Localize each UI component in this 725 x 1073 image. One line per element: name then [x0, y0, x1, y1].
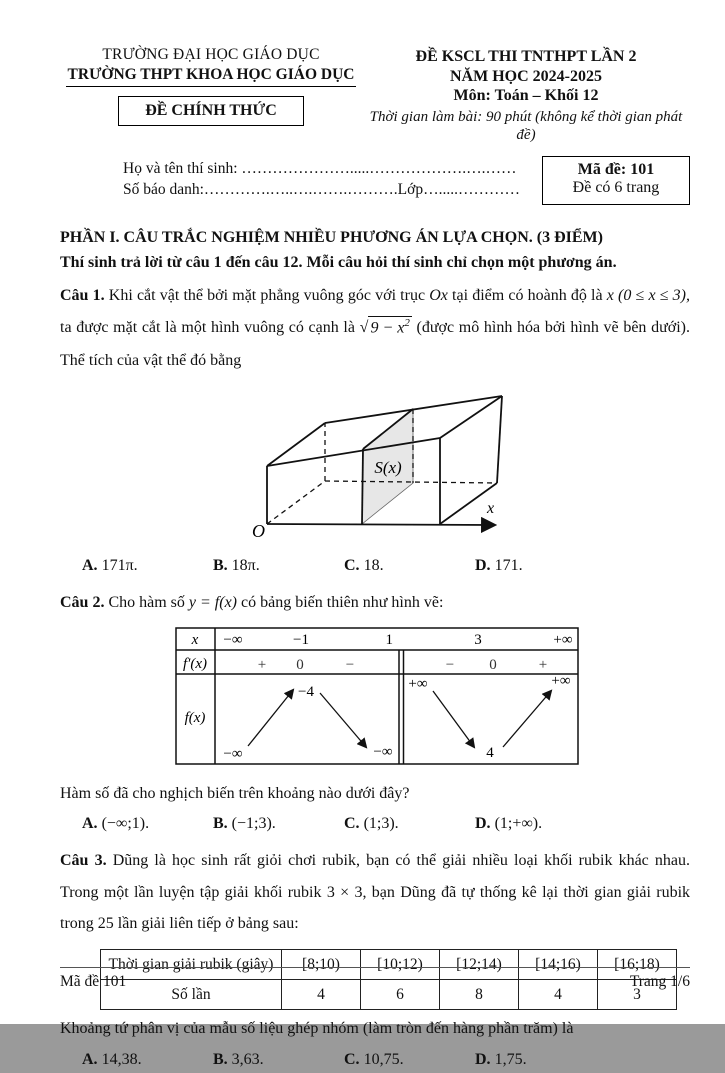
footer-exam-code: Mã đề 101 [60, 973, 127, 990]
bbt-value: +∞ [408, 676, 428, 693]
question-3-answers [82, 1046, 690, 1073]
table-header-cell: Số lần [101, 980, 282, 1010]
bbt-fprime-label: f′(x) [182, 656, 208, 673]
question-3-prompt: Khoảng tứ phân vị của mẫu số liệu ghép nhóm (làm tròn đến hàng phần trăm) là [60, 1020, 574, 1038]
bbt-sign: + [257, 657, 267, 674]
answer-option: C. (1;3). [344, 815, 399, 833]
question-2-label: Câu 2. [60, 594, 105, 612]
bbt-sign: + [538, 657, 548, 674]
count-cell: 8 [440, 980, 519, 1010]
answer-option: A. 171π. [82, 557, 138, 575]
page-footer [60, 967, 690, 991]
answer-option: A. (−∞;1). [82, 815, 150, 833]
student-id-line: Số báo danh:………….…..….…….……….Lớp….....………… [123, 181, 520, 199]
origin-label: O [252, 521, 265, 542]
question-2-prompt: Hàm số đã cho nghịch biến trên khoảng nào dưới đây? [60, 785, 410, 803]
answer-option: B. 3,63. [213, 1050, 264, 1068]
count-cell: 4 [282, 980, 361, 1010]
interval-cell: [14;16) [519, 950, 598, 980]
bbt-value: −∞ [223, 746, 243, 763]
school-block [60, 46, 362, 144]
part1-note: Thí sinh trả lời từ câu 1 đến câu 12. Mỗi câu hỏi thí sinh chỉ chọn một phương án. [60, 254, 617, 272]
question-3-text: Câu 3. Dũng là học sinh rất giỏi chơi rubik, bạn có thể giải nhiều loại khối rubik khác nhau. Trong một lần luyện tập giải khối rubik 3 × 3, bạn Dũng đã tự thống kê lại thời gian giải rubik trong 25 lần giải liên tiếp ở bảng sau: [60, 852, 691, 932]
school-name-university: TRƯỜNG ĐẠI HỌC GIÁO DỤC [102, 46, 320, 63]
x-axis [267, 524, 494, 525]
x-axis-label: x [487, 500, 495, 518]
answer-option: D. (1;+∞). [475, 815, 543, 833]
interval-cell: [12;14) [440, 950, 519, 980]
question-2-text: Câu 2. Cho hàm số y = f(x) có bảng biến thiên như hình vẽ: [60, 594, 444, 612]
math-Ox: Ox [429, 287, 448, 305]
question-1-label: Câu 1. [60, 287, 105, 305]
section-area-label: S(x) [374, 458, 402, 478]
question-1-text: Câu 1. Khi cắt vật thể bởi mặt phẳng vuông góc với trục Ox tại điểm có hoành độ là x (0 ≤ x ≤ 3), ta được mặt cắt là một hình vuông có cạnh là √ $9 - x^2$ (được mô hình hóa bởi hình vẽ bên dưới). Thể tích của vật thể đó bằng [60, 287, 691, 369]
answer-option: C. 18. [344, 557, 384, 575]
interval-cell: [10;12) [361, 950, 440, 980]
duration-line: Thời gian làm bài: 90 phút (không kể thời gian phát đề) [369, 108, 683, 143]
bbt-value: +∞ [551, 673, 571, 690]
school-name-highschool: TRƯỜNG THPT KHOA HỌC GIÁO DỤC [60, 66, 362, 87]
bbt-tick: +∞ [553, 632, 573, 649]
official-exam-box: ĐỀ CHÍNH THỨC [118, 96, 304, 126]
bbt-value: −∞ [373, 744, 393, 761]
student-name-line: Họ và tên thí sinh: ………………….....……………….….…… [123, 160, 517, 178]
answer-option: C. 10,75. [344, 1050, 404, 1068]
exam-pages: Đề có 6 trang [572, 179, 660, 197]
solid-figure [240, 391, 690, 548]
math-domain: (0 ≤ x ≤ 3), [613, 287, 691, 305]
exam-title: ĐỀ KSCL THI TNTHPT LẦN 2 [415, 48, 637, 65]
answer-option: D. 1,75. [475, 1050, 527, 1068]
variation-table-figure [175, 627, 690, 770]
math-x: x [606, 287, 614, 305]
student-fields [123, 159, 542, 201]
answer-option: A. 14,38. [82, 1050, 142, 1068]
bbt-f-label: f(x) [184, 710, 206, 727]
student-info-row [60, 159, 690, 205]
count-cell: 4 [519, 980, 598, 1010]
bbt-value: −4 [298, 684, 314, 701]
footer-page-number: Trang 1/6 [629, 973, 690, 990]
bbt-value: 4 [486, 745, 494, 762]
interval-cell: [16;18) [598, 950, 677, 980]
count-cell: 6 [361, 980, 440, 1010]
bbt-tick: −1 [293, 632, 309, 649]
bbt-tick: 3 [474, 632, 482, 649]
answer-option: D. 171. [475, 557, 523, 575]
math-sqrt-expression: √ $9 - x^2$ [359, 317, 410, 337]
math-3x3: 3 × 3 [326, 883, 363, 901]
exam-info-block [362, 46, 690, 144]
bbt-x-label: x [191, 632, 199, 649]
school-year: NĂM HỌC 2024-2025 [450, 67, 602, 85]
bbt-sign: − [445, 657, 455, 674]
question-2-answers [82, 810, 690, 837]
bbt-tick: 1 [385, 632, 393, 649]
interval-cell: [8;10) [282, 950, 361, 980]
question-3-label: Câu 3. [60, 852, 107, 870]
count-cell: 3 [598, 980, 677, 1010]
exam-code-box [542, 156, 690, 205]
table-header-cell: Thời gian giải rubik (giây) [101, 950, 282, 980]
question-1-answers [82, 552, 690, 579]
bbt-sign: 0 [489, 657, 497, 674]
exam-code: Mã đề: 101 [577, 161, 655, 179]
answer-option: B. 18π. [213, 557, 260, 575]
page-header [60, 46, 690, 144]
bbt-sign: 0 [296, 657, 304, 674]
math-y-fx: y = f(x) [188, 594, 238, 612]
bbt-tick: −∞ [223, 632, 243, 649]
answer-option: B. (−1;3). [213, 815, 276, 833]
bbt-sign: − [345, 657, 355, 674]
subject-line: Môn: Toán – Khối 12 [453, 87, 599, 105]
part1-heading: PHẦN I. CÂU TRẮC NGHIỆM NHIỀU PHƯƠNG ÁN LỰA CHỌN. (3 ĐIỂM) [60, 229, 603, 247]
